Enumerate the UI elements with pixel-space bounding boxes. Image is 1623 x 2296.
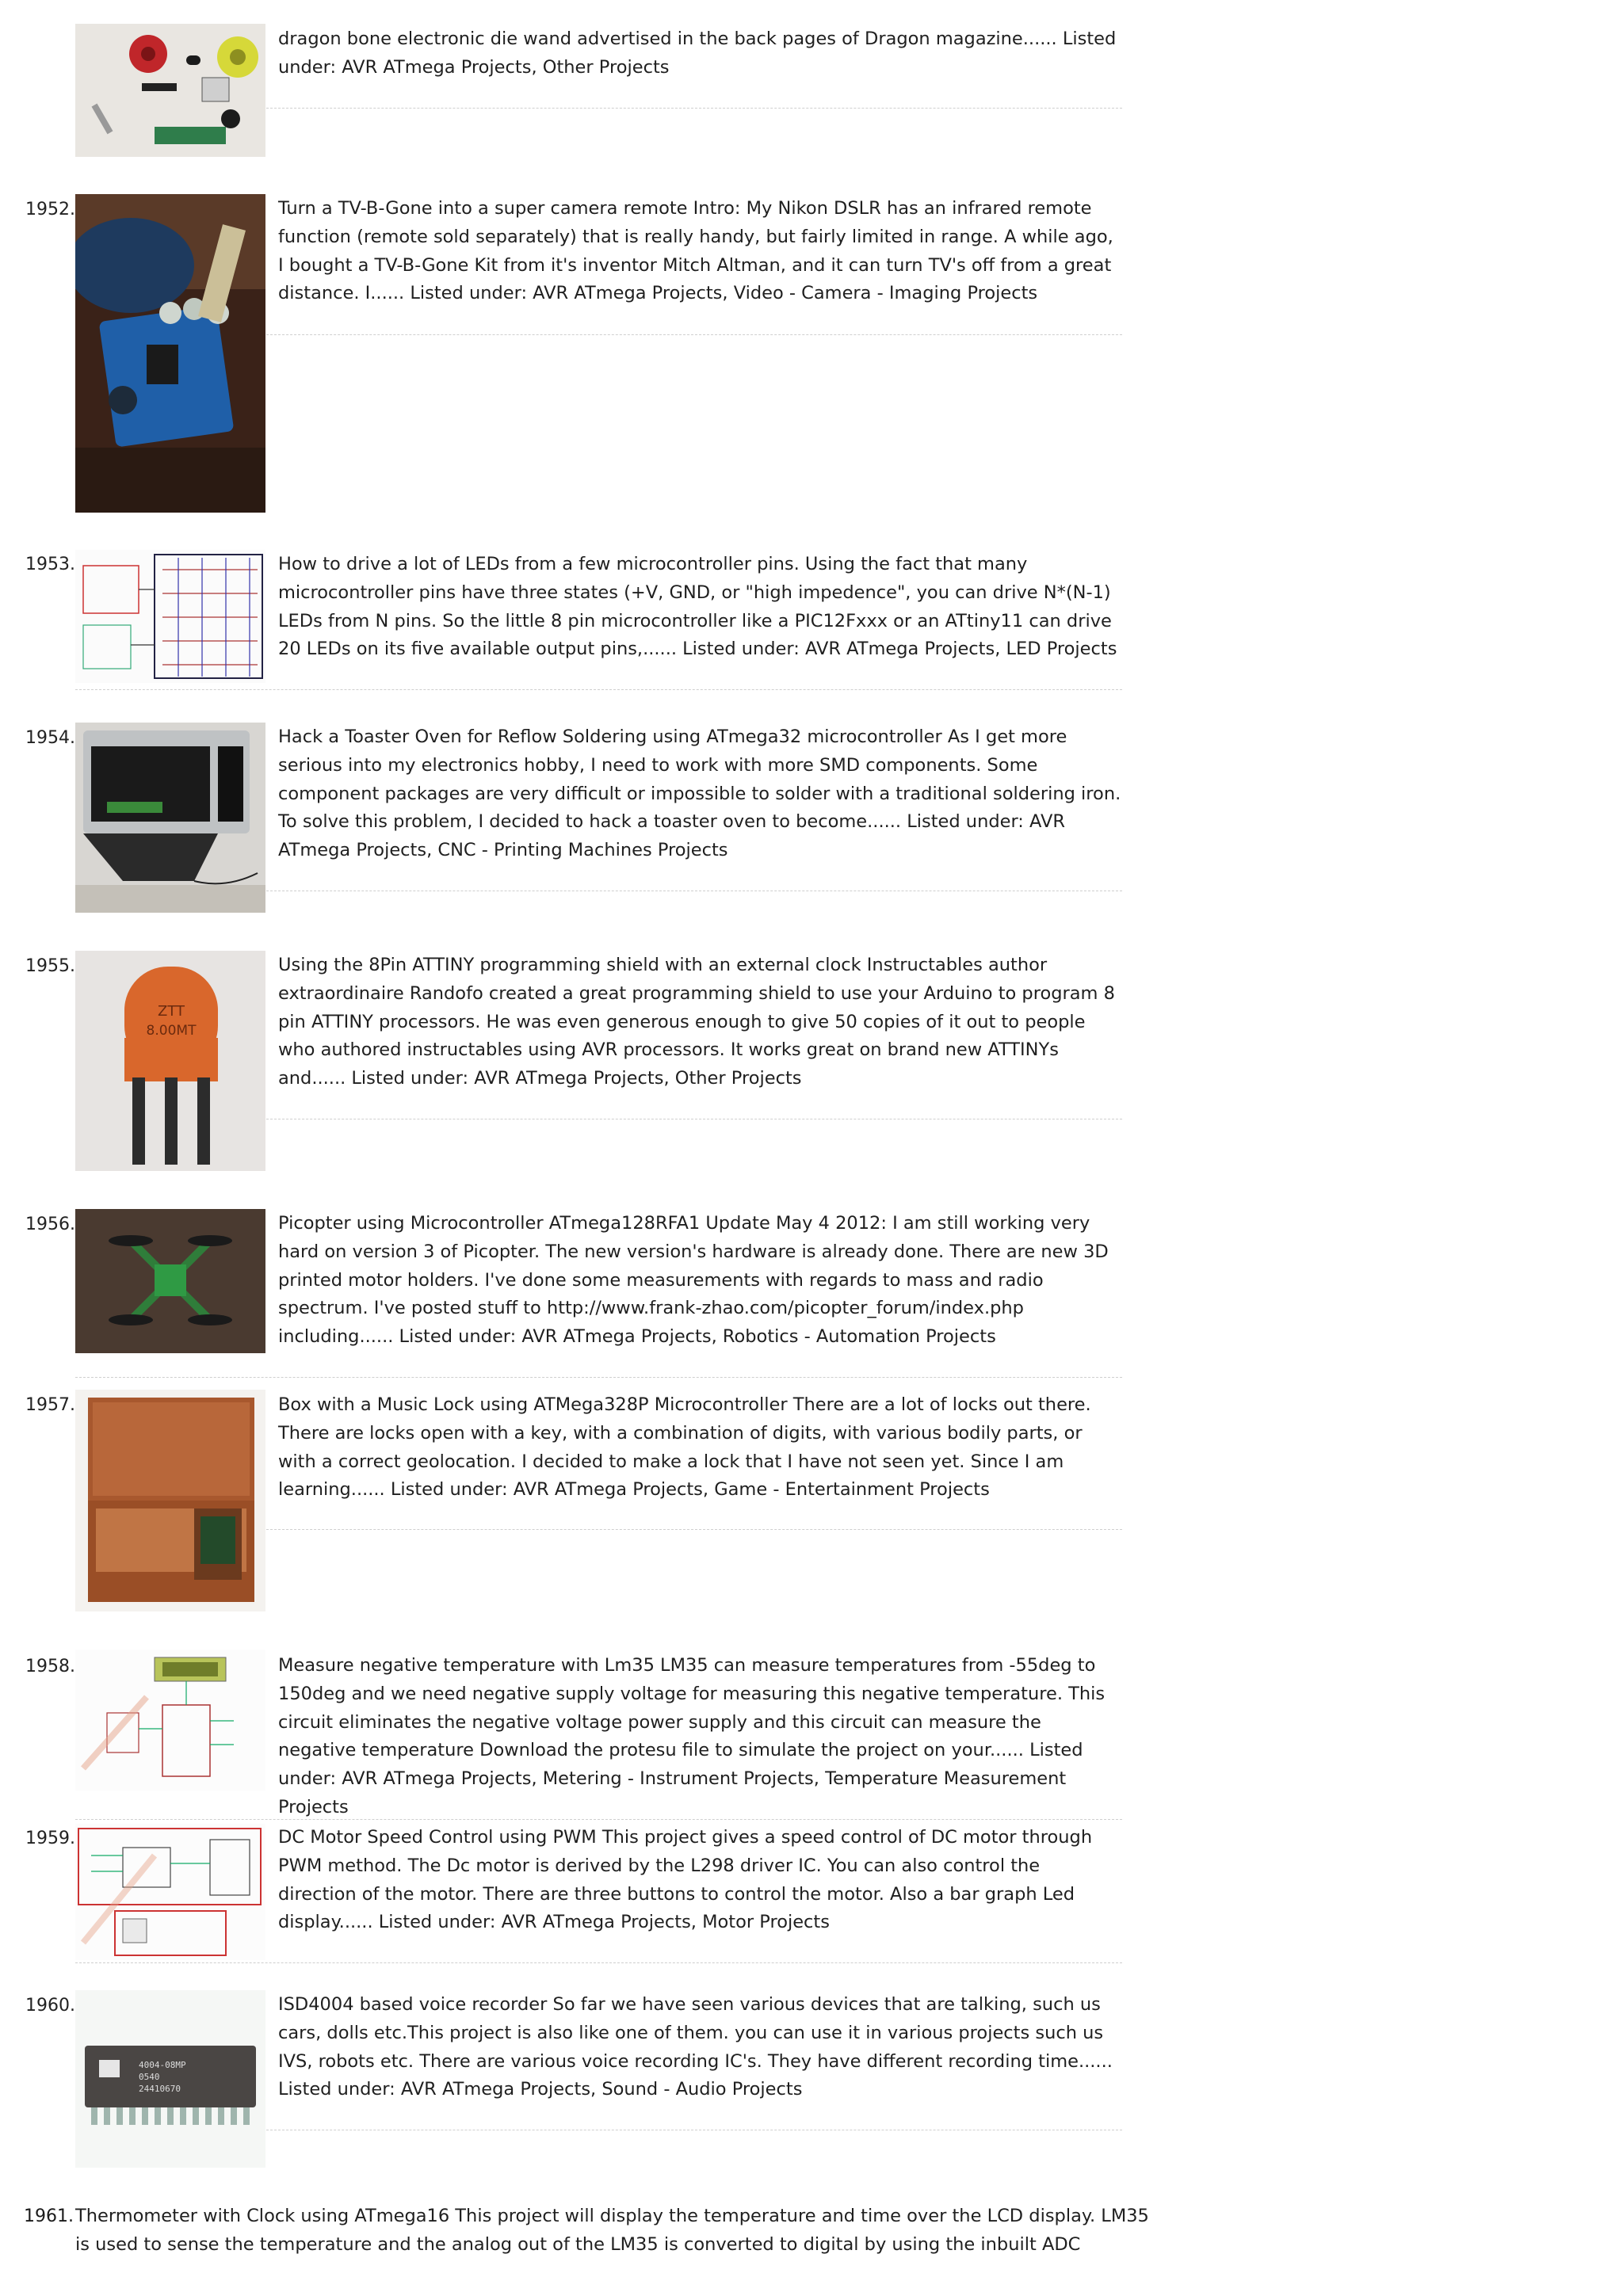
electronics-kit-image bbox=[75, 24, 265, 157]
entry-number: 1953. bbox=[25, 555, 75, 574]
entry-number: 1955. bbox=[25, 956, 75, 976]
wooden-box-image bbox=[75, 1390, 265, 1611]
project-thumbnail[interactable] bbox=[75, 24, 265, 157]
entry-number: 1957. bbox=[25, 1395, 75, 1415]
lm35-schematic-image bbox=[75, 1650, 265, 1791]
led-schematic-image bbox=[75, 550, 265, 683]
project-thumbnail[interactable] bbox=[75, 1650, 265, 1791]
isd4004-chip-image bbox=[75, 1990, 265, 2168]
entry-description: Thermometer with Clock using ATmega16 This project will display the temperature and time over the LCD display. LM35 is used to sense the temperature and the analog out of the LM35 is converted to digital by using the inbuilt ADC bbox=[75, 2206, 1149, 2255]
tv-b-gone-image bbox=[75, 194, 265, 513]
project-thumbnail[interactable] bbox=[75, 1390, 265, 1611]
toaster-oven-image bbox=[75, 723, 265, 913]
entry-description: Turn a TV-B-Gone into a super camera remote Intro: My Nikon DSLR has an infrared remote function (remote sold separately) that is really handy, but fairly limited in range. A while ago, I bought a TV-B-Gone Kit from it's inventor Mitch Altman, and it can turn TV's off from a great distance. I...... Listed under: AVR ATmega Projects, Video - Camera - Imaging Projects bbox=[278, 198, 1113, 304]
entry-description: Using the 8Pin ATTINY programming shield with an external clock Instructables author extraordinaire Randofo created a great programming shield to use your Arduino to program 8 pin ATTINY processors. He was even generous enough to give 50 copies of it out to people who authored instructables using AVR processors. It works great on brand new ATTINYs and...... Listed under: AVR ATmega Projects, Other Projects bbox=[278, 955, 1115, 1089]
separator bbox=[75, 1819, 1122, 1820]
project-thumbnail[interactable] bbox=[75, 1209, 265, 1353]
resonator-marking: 8.00MT bbox=[146, 1023, 197, 1039]
entry-description: dragon bone electronic die wand advertised in the back pages of Dragon magazine...... Listed under: AVR ATmega Projects, Other Projects bbox=[278, 29, 1117, 78]
separator bbox=[75, 1377, 1122, 1378]
entry-description: Box with a Music Lock using ATMega328P Microcontroller There are a lot of locks out there. There are locks open with a key, with a combination of digits, with various bodily parts, or with a correct geolocation. I decided to make a lock that I have not seen yet. Since I am learning...... Listed under: AVR ATmega Projects, Game - Entertainment Projects bbox=[278, 1394, 1091, 1501]
separator bbox=[266, 334, 1122, 335]
entry-number: 1956. bbox=[25, 1215, 75, 1234]
project-thumbnail[interactable] bbox=[75, 194, 265, 513]
entry-description: How to drive a lot of LEDs from a few microcontroller pins. Using the fact that many microcontroller pins have three states (+V, GND, or "high impedence", you can drive N*(N-1) LEDs from N pins. So the little 8 pin microcontroller like a PIC12Fxxx or an ATtiny11 can drive 20 LEDs on its five available output pins,...... Listed under: AVR ATmega Projects, LED Projects bbox=[278, 554, 1117, 660]
separator bbox=[75, 689, 1122, 690]
chip-marking: 4004-08MP bbox=[139, 2060, 186, 2070]
resonator-image bbox=[75, 951, 265, 1171]
entry-number: 1958. bbox=[25, 1657, 75, 1676]
separator bbox=[266, 1529, 1122, 1530]
resonator-marking: ZTT bbox=[157, 1003, 185, 1020]
project-thumbnail[interactable] bbox=[75, 951, 265, 1171]
project-thumbnail[interactable] bbox=[75, 550, 265, 683]
entry-number: 1954. bbox=[25, 728, 75, 748]
entry-number: 1959. bbox=[25, 1829, 75, 1848]
chip-marking: 24410670 bbox=[139, 2084, 181, 2094]
dc-motor-schematic-image bbox=[75, 1824, 265, 1960]
entry-description: Measure negative temperature with Lm35 LM35 can measure temperatures from -55deg to 150deg and we need negative supply voltage for measuring this negative temperature. This circuit eliminates the negative voltage power supply and this circuit can measure the negative temperature Download the protesu file to simulate the project on your...... Listed under: AVR ATmega Projects, Metering - Instrument Projects, Temperature Measurement Projects bbox=[278, 1655, 1106, 1817]
quadcopter-image bbox=[75, 1209, 265, 1353]
entry-description: DC Motor Speed Control using PWM This project gives a speed control of DC motor through PWM method. The Dc motor is derived by the L298 driver IC. You can also control the direction of the motor. There are three buttons to control the motor. Also a bar graph Led display...... Listed under: AVR ATmega Projects, Motor Projects bbox=[278, 1827, 1093, 1933]
entry-number: 1961. bbox=[24, 2206, 74, 2226]
entry-description: Hack a Toaster Oven for Reflow Soldering using ATmega32 microcontroller As I get more serious into my electronics hobby, I need to work with more SMD components. Some component packages are very difficult or impossible to solder with a traditional soldering iron. To solve this problem, I decided to hack a toaster oven to become...... Listed under: AVR ATmega Projects, CNC - Printing Machines Projects bbox=[278, 727, 1121, 861]
entry-number: 1960. bbox=[25, 1996, 75, 2016]
entry-description: Picopter using Microcontroller ATmega128RFA1 Update May 4 2012: I am still working very hard on version 3 of Picopter. The new version's hardware is already done. There are new 3D printed motor holders. I've done some measurements with regards to mass and radio spectrum. I've posted stuff to http://www.frank-zhao.com/picopter_forum/index.php including...... Listed under: AVR ATmega Projects, Robotics - Automation Projects bbox=[278, 1213, 1109, 1348]
entry-description: ISD4004 based voice recorder So far we have seen various devices that are talking, such us cars, dolls etc.This project is also like one of them. you can use it in various projects such us IVS, robots etc. There are various voice recording IC's. They have different recording time...... Listed under: AVR ATmega Projects, Sound - Audio Projects bbox=[278, 1994, 1113, 2100]
chip-marking: 0540 bbox=[139, 2072, 160, 2082]
separator bbox=[75, 1962, 1122, 1963]
entry-number: 1952. bbox=[25, 200, 75, 219]
separator bbox=[266, 108, 1122, 109]
project-thumbnail[interactable] bbox=[75, 723, 265, 913]
project-thumbnail[interactable] bbox=[75, 1990, 265, 2168]
project-thumbnail[interactable] bbox=[75, 1824, 265, 1960]
